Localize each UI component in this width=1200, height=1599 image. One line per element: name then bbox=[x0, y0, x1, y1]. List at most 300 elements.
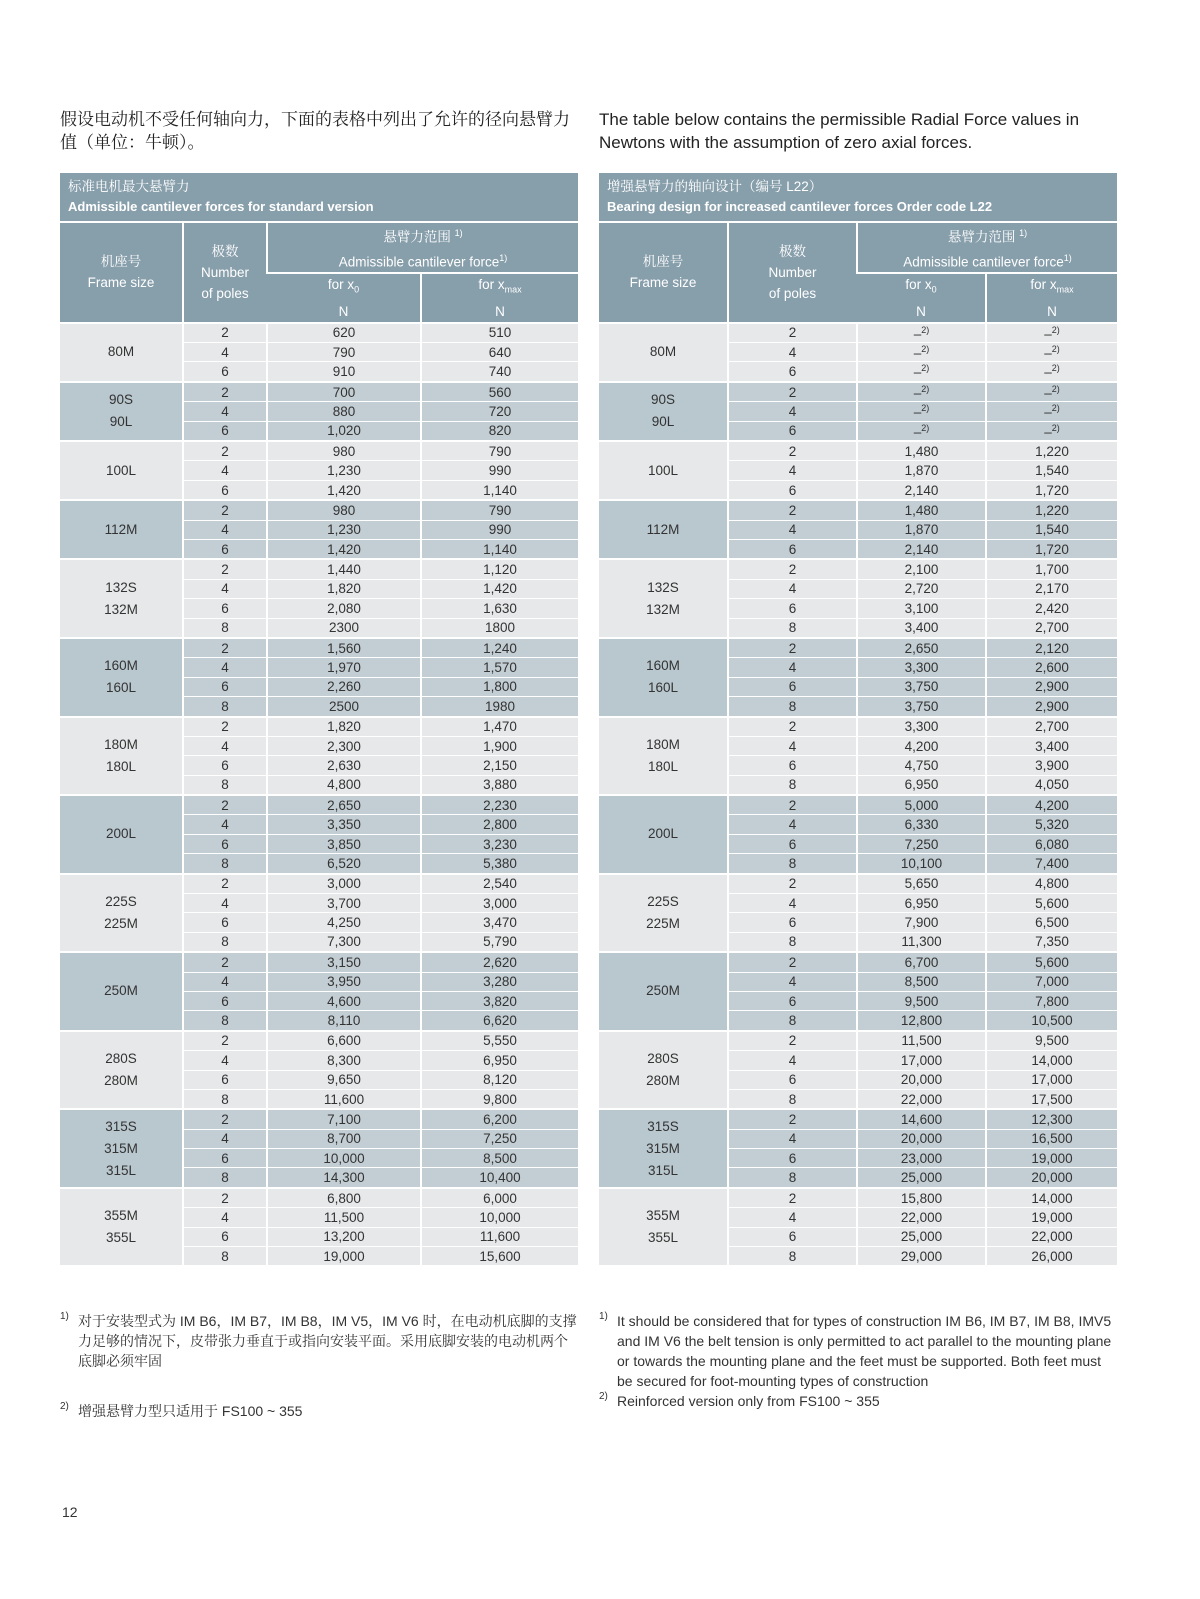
xmax-force-cell-value: 4,800 bbox=[1035, 876, 1069, 892]
table-row bbox=[60, 1109, 578, 1129]
table-title-cn: 增强悬臂力的轴向设计（编号 L22） bbox=[607, 179, 823, 194]
frame-size-cell bbox=[60, 500, 183, 559]
x0-force-cell bbox=[857, 697, 986, 717]
frame-size-label: 280M bbox=[646, 1073, 680, 1089]
poles-cell bbox=[728, 1109, 857, 1129]
xmax-force-cell bbox=[421, 658, 578, 677]
poles-cell bbox=[728, 874, 857, 894]
xmax-force-cell-value: 2,900 bbox=[1035, 679, 1069, 695]
poles-cell-value: 4 bbox=[221, 1131, 229, 1147]
xmax-force-cell bbox=[421, 874, 578, 894]
poles-cell-value: 6 bbox=[788, 1229, 797, 1245]
xmax-force-cell bbox=[986, 1070, 1117, 1089]
footnote-ref: 1) bbox=[499, 252, 508, 263]
xmax-force-cell-value: 2,540 bbox=[483, 876, 517, 892]
xmax-force-cell bbox=[986, 559, 1117, 579]
table-row bbox=[599, 441, 1117, 461]
x0-force-cell bbox=[857, 1129, 986, 1148]
x0-force-cell-value: 17,000 bbox=[900, 1052, 943, 1068]
frame-size-cell bbox=[60, 323, 183, 382]
xmax-force-cell bbox=[421, 1227, 578, 1246]
xmax-force-cell-value: 560 bbox=[488, 384, 512, 400]
x0-force-cell bbox=[267, 539, 421, 559]
xmax-force-cell-value: 5,320 bbox=[1035, 817, 1069, 833]
frame-size-cell bbox=[60, 1031, 183, 1110]
poles-cell-value: 2 bbox=[221, 1112, 229, 1127]
frame-size-label: 80M bbox=[107, 344, 135, 360]
footnote-ref: 1) bbox=[1019, 228, 1028, 238]
xmax-force-cell bbox=[986, 520, 1117, 539]
xmax-force-cell-value: 11,600 bbox=[479, 1229, 521, 1245]
x0-force-cell-value: 1,230 bbox=[327, 522, 361, 538]
x0-force-cell bbox=[267, 500, 421, 520]
xmax-force-cell bbox=[986, 1168, 1117, 1188]
x0-force-cell-value: 20,000 bbox=[900, 1131, 943, 1147]
table-row bbox=[60, 559, 578, 579]
table-row bbox=[60, 441, 578, 461]
x0-force-cell bbox=[857, 677, 986, 696]
frame-size-label: 315M bbox=[646, 1140, 680, 1156]
poles-cell-value: 8 bbox=[788, 698, 797, 714]
frame-size-label: 180M bbox=[104, 736, 138, 752]
xmax-force-cell bbox=[421, 323, 578, 343]
xmax-force-cell-value: 17,500 bbox=[1031, 1091, 1073, 1107]
x0-force-cell-value: 29,000 bbox=[900, 1248, 943, 1264]
xmax-force-cell-value: 3,400 bbox=[1035, 738, 1069, 754]
xmax-force-cell bbox=[986, 1188, 1117, 1208]
xmax-subscript: max bbox=[1056, 284, 1074, 295]
poles-cell bbox=[183, 421, 267, 441]
x0-force-cell bbox=[267, 1188, 421, 1208]
x0-force-cell bbox=[267, 795, 421, 815]
poles-cell-value: 4 bbox=[221, 1209, 229, 1225]
x0-force-cell-value: 19,000 bbox=[323, 1248, 365, 1264]
force-header-cn: 悬臂力范围 bbox=[947, 229, 1016, 245]
x0-force-cell-value: 5,650 bbox=[904, 876, 939, 892]
poles-cell bbox=[183, 1011, 267, 1031]
poles-cell bbox=[728, 697, 857, 717]
poles-cell-value: 6 bbox=[221, 1229, 229, 1245]
xmax-force-cell bbox=[421, 599, 578, 618]
frame-size-label: 200L bbox=[647, 826, 679, 842]
xmax-force-cell-value: 1,540 bbox=[1035, 522, 1069, 538]
x0-force-cell-value: – bbox=[913, 385, 922, 401]
xmax-force-cell-value: 1,470 bbox=[483, 719, 517, 735]
x0-force-cell bbox=[267, 894, 421, 913]
x0-force-cell-value: 15,800 bbox=[900, 1190, 943, 1206]
poles-cell-value: 4 bbox=[788, 463, 797, 479]
poles-cell bbox=[728, 1070, 857, 1089]
poles-cell bbox=[183, 874, 267, 894]
x0-force-cell-value: 910 bbox=[332, 364, 356, 380]
xmax-force-cell bbox=[986, 599, 1117, 618]
increased-forces-table bbox=[599, 221, 1117, 1267]
force-header bbox=[857, 222, 1117, 273]
x0-force-cell-value: 3,700 bbox=[327, 895, 361, 911]
xmax-force-cell bbox=[986, 913, 1117, 932]
poles-cell-value: 8 bbox=[221, 934, 229, 950]
x0-force-cell-value: 11,600 bbox=[323, 1091, 365, 1107]
x0-force-cell-value: 6,950 bbox=[904, 895, 939, 911]
frame-size-header-en: Frame size bbox=[87, 275, 155, 291]
poles-cell-value: 6 bbox=[788, 679, 797, 695]
xmax-force-cell bbox=[421, 913, 578, 932]
x0-force-cell-value: 1,230 bbox=[327, 463, 361, 479]
xmax-force-cell bbox=[986, 658, 1117, 677]
poles-cell-value: 6 bbox=[788, 1150, 797, 1166]
footnote-ref: 2) bbox=[1051, 403, 1060, 414]
xmax-force-cell bbox=[421, 500, 578, 520]
poles-cell-value: 8 bbox=[788, 855, 797, 871]
poles-cell-value: 2 bbox=[221, 640, 229, 656]
xmax-force-cell-value: – bbox=[1044, 404, 1052, 420]
poles-cell bbox=[728, 402, 857, 421]
xmax-force-cell bbox=[421, 952, 578, 972]
x0-force-cell-value: 4,800 bbox=[327, 777, 361, 793]
frame-size-label: 100L bbox=[105, 462, 137, 478]
poles-cell bbox=[183, 894, 267, 913]
x0-force-cell-value: 25,000 bbox=[900, 1170, 943, 1186]
poles-cell bbox=[728, 1129, 857, 1148]
poles-cell bbox=[183, 952, 267, 972]
x0-force-cell-value: 2,100 bbox=[904, 562, 939, 578]
poles-cell bbox=[728, 441, 857, 461]
poles-cell-value: 2 bbox=[788, 719, 797, 735]
poles-cell bbox=[183, 618, 267, 638]
x0-force-cell-value: 2500 bbox=[328, 698, 360, 714]
xmax-force-cell-value: 7,000 bbox=[1035, 974, 1069, 990]
xmax-force-cell bbox=[986, 618, 1117, 638]
poles-cell bbox=[183, 579, 267, 598]
x0-force-cell-value: – bbox=[913, 326, 922, 342]
xmax-force-cell-value: 15,600 bbox=[479, 1248, 521, 1264]
xmax-force-cell bbox=[986, 697, 1117, 717]
frame-size-cell bbox=[60, 1188, 183, 1267]
xmax-force-cell bbox=[421, 421, 578, 441]
x0-force-cell-value: 1,480 bbox=[904, 502, 939, 518]
xmax-force-cell bbox=[421, 1031, 578, 1051]
table-row bbox=[599, 382, 1117, 402]
poles-cell-value: 4 bbox=[788, 1052, 797, 1068]
xmax-force-cell-value: – bbox=[1044, 326, 1052, 342]
poles-cell-value: 6 bbox=[221, 482, 229, 498]
poles-cell bbox=[183, 775, 267, 795]
poles-cell-value: 8 bbox=[221, 855, 229, 871]
frame-size-label: 180L bbox=[647, 758, 679, 774]
frame-size-label: 355M bbox=[646, 1208, 680, 1224]
poles-cell-value: 2 bbox=[788, 562, 797, 578]
x0-force-cell-value: – bbox=[913, 345, 922, 361]
table-row bbox=[60, 323, 578, 343]
poles-cell-value: 4 bbox=[221, 660, 229, 676]
frame-size-label: 80M bbox=[649, 344, 677, 360]
x0-force-cell bbox=[267, 1168, 421, 1188]
xmax-force-cell-value: 2,120 bbox=[1035, 640, 1069, 656]
frame-size-cell bbox=[60, 1109, 183, 1188]
xmax-force-cell-value: 510 bbox=[488, 325, 512, 341]
x0-force-cell bbox=[267, 932, 421, 952]
x0-force-cell bbox=[857, 539, 986, 559]
x0-force-cell bbox=[857, 834, 986, 853]
xmax-force-cell-value: 2,600 bbox=[1035, 660, 1069, 676]
x0-force-cell bbox=[267, 736, 421, 755]
poles-cell-value: 6 bbox=[788, 993, 797, 1009]
x0-force-cell-value: 2300 bbox=[328, 620, 360, 636]
xmax-force-cell bbox=[421, 991, 578, 1010]
frame-size-label: 315S bbox=[105, 1118, 137, 1134]
footnote-ref: 2) bbox=[1051, 383, 1060, 394]
xmax-force-cell bbox=[421, 559, 578, 579]
xmax-force-cell bbox=[986, 500, 1117, 520]
xmax-force-cell bbox=[421, 1168, 578, 1188]
frame-size-cell bbox=[599, 1031, 728, 1110]
xmax-force-cell bbox=[421, 717, 578, 737]
poles-cell bbox=[183, 1070, 267, 1089]
poles-cell-value: 2 bbox=[221, 1190, 229, 1206]
xmax-force-cell bbox=[421, 1070, 578, 1089]
poles-cell bbox=[728, 1208, 857, 1227]
frame-size-label: 250M bbox=[646, 983, 680, 999]
poles-cell-value: 8 bbox=[221, 1013, 229, 1029]
table-row bbox=[599, 1109, 1117, 1129]
xmax-force-cell bbox=[986, 736, 1117, 755]
poles-cell-value: 6 bbox=[788, 600, 797, 616]
x0-force-cell bbox=[857, 520, 986, 539]
table-row bbox=[60, 874, 578, 894]
poles-cell bbox=[728, 775, 857, 795]
footnote-ref: 2) bbox=[1051, 344, 1060, 355]
x0-force-cell bbox=[267, 343, 421, 362]
frame-size-cell bbox=[599, 795, 728, 874]
x0-force-cell-value: 6,950 bbox=[904, 777, 939, 793]
poles-cell-value: 2 bbox=[788, 797, 797, 813]
frame-size-cell bbox=[599, 1109, 728, 1188]
poles-cell bbox=[183, 1208, 267, 1227]
x0-force-cell bbox=[857, 343, 986, 362]
xmax-force-cell bbox=[986, 1011, 1117, 1031]
poles-cell bbox=[728, 362, 857, 382]
x0-force-cell bbox=[267, 854, 421, 874]
x0-force-cell bbox=[267, 1129, 421, 1148]
xmax-force-cell bbox=[986, 579, 1117, 598]
poles-cell bbox=[728, 539, 857, 559]
xmax-force-cell bbox=[986, 775, 1117, 795]
xmax-force-cell bbox=[421, 1188, 578, 1208]
xmax-force-cell-value: 14,000 bbox=[1031, 1052, 1073, 1068]
frame-size-cell bbox=[60, 559, 183, 638]
xmax-header bbox=[986, 273, 1117, 323]
poles-cell-value: 6 bbox=[788, 836, 797, 852]
x0-force-cell bbox=[267, 815, 421, 834]
xmax-force-cell-value: 6,950 bbox=[483, 1052, 517, 1068]
xmax-force-cell-value: 4,050 bbox=[1035, 777, 1069, 793]
xmax-force-cell-value: 17,000 bbox=[1031, 1072, 1073, 1088]
xmax-force-cell bbox=[986, 1227, 1117, 1246]
poles-cell-value: 4 bbox=[221, 1052, 229, 1068]
frame-size-cell bbox=[599, 559, 728, 638]
x0-force-cell-value: 10,000 bbox=[323, 1150, 365, 1166]
xmax-force-cell bbox=[421, 441, 578, 461]
x0-force-cell bbox=[857, 913, 986, 932]
frame-size-cell bbox=[60, 874, 183, 953]
poles-cell-value: 4 bbox=[221, 817, 229, 833]
xmax-force-cell bbox=[421, 618, 578, 638]
xmax-force-cell bbox=[421, 697, 578, 717]
frame-size-header-cn: 机座号 bbox=[100, 254, 142, 270]
x0-force-cell-value: 2,260 bbox=[327, 679, 361, 695]
xmax-force-cell bbox=[986, 677, 1117, 696]
xmax-force-cell-value: 2,230 bbox=[483, 797, 517, 813]
frame-size-label: 225M bbox=[646, 915, 680, 931]
xmax-force-cell bbox=[421, 815, 578, 834]
frame-size-cell bbox=[60, 952, 183, 1031]
poles-cell-value: 2 bbox=[221, 876, 229, 892]
poles-cell-value: 4 bbox=[788, 522, 797, 538]
poles-cell-value: 8 bbox=[221, 620, 229, 636]
frame-size-label: 132S bbox=[647, 579, 679, 595]
poles-cell bbox=[183, 461, 267, 480]
poles-cell-value: 6 bbox=[788, 757, 797, 773]
x0-force-cell-value: 3,150 bbox=[327, 954, 361, 970]
xmax-force-cell bbox=[421, 1011, 578, 1031]
x0-force-cell bbox=[857, 579, 986, 598]
poles-cell-value: 2 bbox=[788, 1190, 797, 1206]
xmax-force-cell-value: 2,170 bbox=[1035, 581, 1069, 597]
x0-unit: N bbox=[338, 303, 349, 319]
table-row bbox=[599, 795, 1117, 815]
xmax-force-cell-value: 3,880 bbox=[483, 777, 517, 793]
poles-cell-value: 4 bbox=[221, 581, 229, 597]
xmax-force-cell-value: 3,820 bbox=[483, 993, 517, 1009]
x0-force-cell bbox=[267, 638, 421, 658]
x0-force-cell bbox=[857, 932, 986, 952]
frame-size-label: 160L bbox=[647, 680, 679, 696]
poles-cell bbox=[183, 658, 267, 677]
poles-header-en-1: Number bbox=[200, 264, 249, 280]
x0-force-cell bbox=[267, 874, 421, 894]
xmax-force-cell bbox=[986, 952, 1117, 972]
poles-cell bbox=[728, 520, 857, 539]
xmax-force-cell-value: 1,900 bbox=[483, 738, 517, 754]
poles-cell bbox=[183, 795, 267, 815]
x0-force-cell bbox=[857, 1031, 986, 1051]
footnote-1-text: It should be considered that for types of construction IM B6, IM B7, IM B8, IMV5 and IM V6 the belt tension is only permitted to act parallel to the mounting plane or towards the mounting plane and the feet must be supported. Both feet must be secured for foot-mounting types of construction bbox=[617, 1313, 1112, 1389]
xmax-unit: N bbox=[495, 303, 505, 319]
table-title-en: Bearing design for increased cantilever forces Order code L22 bbox=[607, 199, 993, 214]
xmax-force-cell bbox=[986, 421, 1117, 441]
poles-cell-value: 2 bbox=[788, 502, 797, 518]
poles-cell bbox=[728, 972, 857, 991]
poles-cell-value: 6 bbox=[221, 600, 229, 616]
x0-force-cell bbox=[857, 402, 986, 421]
table-title-cn: 标准电机最大悬臂力 bbox=[68, 179, 190, 194]
frame-size-label: 225M bbox=[104, 915, 138, 931]
footnote-2-text: 增强悬臂力型只适用于 FS100 ~ 355 bbox=[78, 1403, 303, 1419]
poles-cell bbox=[183, 932, 267, 952]
xmax-force-cell-value: 8,120 bbox=[483, 1072, 517, 1088]
poles-cell-value: 4 bbox=[788, 1131, 797, 1147]
xmax-force-cell bbox=[421, 1089, 578, 1109]
footnote-ref: 2) bbox=[921, 344, 930, 355]
poles-cell-value: 4 bbox=[788, 817, 797, 833]
x0-header bbox=[267, 273, 421, 323]
x0-force-cell-value: 13,200 bbox=[323, 1229, 365, 1245]
xmax-force-cell bbox=[421, 402, 578, 421]
x0-force-cell bbox=[267, 402, 421, 421]
xmax-force-cell-value: 5,600 bbox=[1035, 895, 1069, 911]
poles-cell-value: 8 bbox=[788, 1248, 797, 1264]
frame-size-cell bbox=[60, 441, 183, 500]
poles-cell bbox=[183, 1188, 267, 1208]
poles-cell-value: 8 bbox=[221, 777, 229, 793]
table-row bbox=[599, 1031, 1117, 1051]
xmax-force-cell-value: 1980 bbox=[484, 698, 516, 714]
poles-cell-value: 2 bbox=[221, 384, 229, 400]
poles-cell-value: 4 bbox=[221, 738, 229, 754]
xmax-force-cell-value: 990 bbox=[488, 522, 512, 538]
poles-cell bbox=[728, 461, 857, 480]
xmax-force-cell bbox=[421, 1208, 578, 1227]
xmax-force-cell-value: 3,900 bbox=[1035, 757, 1069, 773]
x0-force-cell bbox=[857, 382, 986, 402]
poles-cell bbox=[728, 382, 857, 402]
poles-cell bbox=[728, 952, 857, 972]
poles-cell bbox=[183, 362, 267, 382]
x0-force-cell bbox=[857, 736, 986, 755]
frame-size-label: 280S bbox=[105, 1051, 137, 1067]
xmax-force-cell bbox=[986, 461, 1117, 480]
poles-cell-value: 6 bbox=[221, 1150, 229, 1166]
xmax-force-cell bbox=[421, 362, 578, 382]
xmax-force-cell-value: 990 bbox=[488, 463, 512, 479]
x0-force-cell-value: 25,000 bbox=[900, 1229, 943, 1245]
xmax-force-cell-value: 5,600 bbox=[1035, 954, 1069, 970]
x0-force-cell bbox=[267, 677, 421, 696]
poles-cell-value: 2 bbox=[788, 443, 797, 459]
poles-cell-value: 8 bbox=[788, 1013, 797, 1029]
poles-cell-value: 4 bbox=[788, 581, 797, 597]
poles-cell bbox=[183, 382, 267, 402]
xmax-force-cell bbox=[986, 815, 1117, 834]
x0-force-cell-value: 7,900 bbox=[904, 915, 939, 931]
xmax-force-cell bbox=[421, 894, 578, 913]
x0-force-cell bbox=[857, 362, 986, 382]
poles-cell-value: 8 bbox=[788, 1170, 797, 1186]
xmax-force-cell-value: 2,620 bbox=[483, 954, 517, 970]
x0-force-cell-value: – bbox=[913, 424, 922, 440]
xmax-force-cell bbox=[421, 756, 578, 775]
table-title-en: Admissible cantilever forces for standard version bbox=[68, 199, 374, 214]
footnote-ref: 2) bbox=[1051, 363, 1060, 374]
poles-cell-value: 8 bbox=[788, 1091, 797, 1107]
x0-force-cell bbox=[267, 913, 421, 932]
poles-header-en-2: of poles bbox=[201, 285, 249, 301]
xmax-force-cell bbox=[986, 874, 1117, 894]
xmax-force-cell-value: 1,720 bbox=[1035, 482, 1069, 498]
xmax-force-cell bbox=[421, 461, 578, 480]
x0-force-cell-value: 4,250 bbox=[327, 915, 361, 931]
xmax-force-cell-value: 3,280 bbox=[483, 974, 517, 990]
x0-force-cell-value: 2,140 bbox=[904, 541, 939, 557]
poles-cell bbox=[183, 756, 267, 775]
x0-force-cell bbox=[857, 441, 986, 461]
footnote-2-mark: 2) bbox=[599, 1391, 608, 1402]
poles-cell-value: 2 bbox=[788, 1112, 797, 1127]
xmax-force-cell-value: 22,000 bbox=[1031, 1229, 1073, 1245]
footnote-ref: 2) bbox=[1051, 324, 1060, 335]
x0-force-cell-value: 4,600 bbox=[327, 993, 361, 1009]
x0-force-cell-value: – bbox=[913, 404, 922, 420]
